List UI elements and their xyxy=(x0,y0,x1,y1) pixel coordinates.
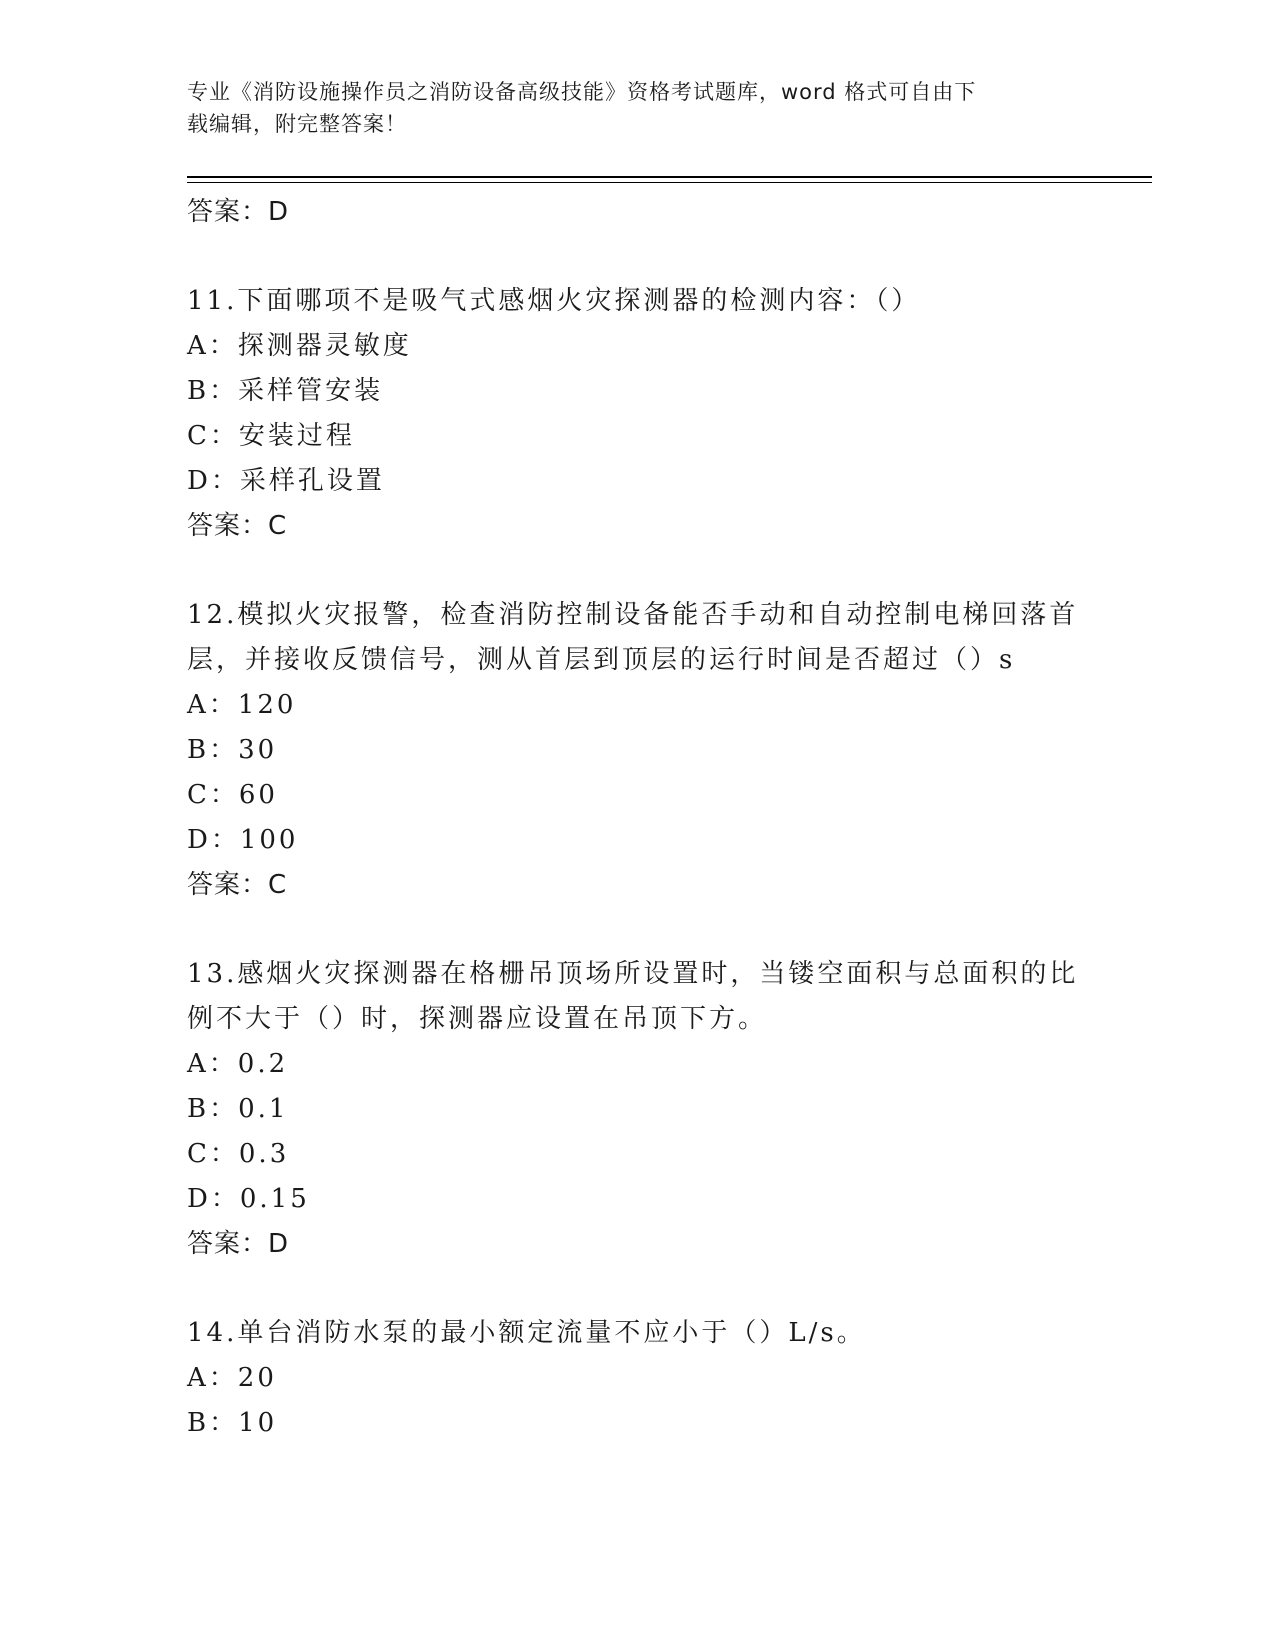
question-stem: 14.单台消防水泵的最小额定流量不应小于（）L/s。 xyxy=(187,1318,866,1348)
option-d: D：0.15 xyxy=(187,1184,310,1214)
option-a: A：0.2 xyxy=(187,1049,289,1079)
previous-answer: 答案：D xyxy=(187,197,290,227)
question-12 xyxy=(187,593,1087,908)
question-11 xyxy=(187,279,1087,549)
question-list xyxy=(187,190,1087,1446)
option-c: C：60 xyxy=(187,780,278,810)
question-answer: 答案：C xyxy=(187,511,288,541)
question-answer: 答案：C xyxy=(187,870,288,900)
option-b: B：采样管安装 xyxy=(187,376,384,406)
question-stem-line-2: 层，并接收反馈信号，测从首层到顶层的运行时间是否超过（）s xyxy=(187,645,1016,675)
question-13 xyxy=(187,952,1087,1267)
header-rule-thin xyxy=(187,182,1152,183)
option-b: B：0.1 xyxy=(187,1094,289,1124)
question-stem-line-1: 12.模拟火灾报警，检查消防控制设备能否手动和自动控制电梯回落首 xyxy=(187,600,1079,630)
question-stem-line-2: 例不大于（）时，探测器应设置在吊顶下方。 xyxy=(187,1004,768,1034)
question-stem-line-1: 13.感烟火灾探测器在格栅吊顶场所设置时，当镂空面积与总面积的比 xyxy=(187,959,1079,989)
option-d: D：100 xyxy=(187,825,299,855)
option-a: A：探测器灵敏度 xyxy=(187,331,412,361)
option-c: C：0.3 xyxy=(187,1139,290,1169)
option-b: B：10 xyxy=(187,1408,278,1438)
question-answer: 答案：D xyxy=(187,1229,290,1259)
option-a: A：20 xyxy=(187,1363,277,1393)
option-c: C：安装过程 xyxy=(187,421,355,451)
question-stem: 11.下面哪项不是吸气式感烟火灾探测器的检测内容：（） xyxy=(187,286,921,316)
document-header xyxy=(187,76,1067,140)
question-14 xyxy=(187,1311,1087,1446)
option-d: D：采样孔设置 xyxy=(187,466,385,496)
option-a: A：120 xyxy=(187,690,297,720)
header-line-1: 专业《消防设施操作员之消防设备高级技能》资格考试题库，word 格式可自由下 xyxy=(187,80,977,104)
header-line-2: 载编辑，附完整答案！ xyxy=(187,112,407,136)
header-rule-thick xyxy=(187,176,1152,178)
option-b: B：30 xyxy=(187,735,278,765)
